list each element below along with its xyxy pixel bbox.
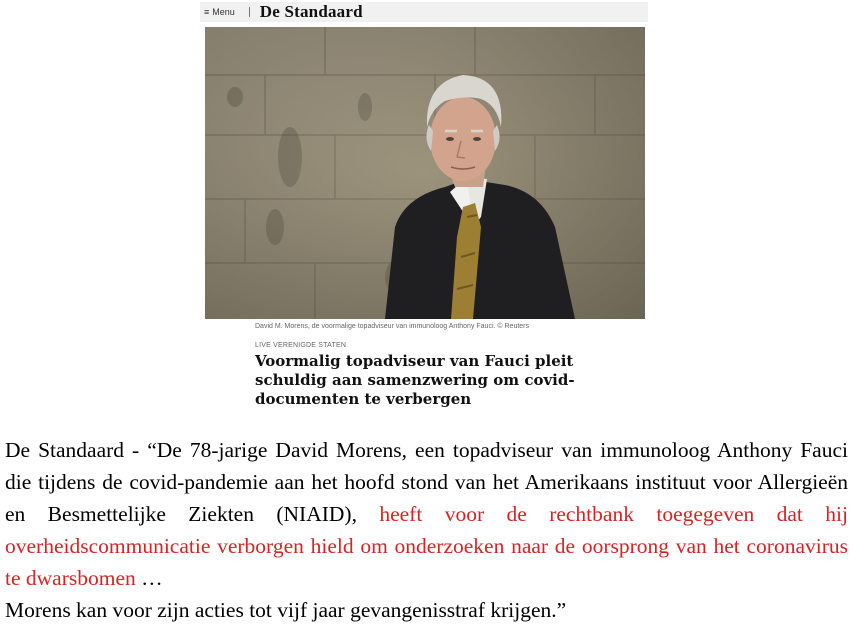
masthead	[200, 2, 648, 22]
quote-highlight: heeft voor de rechtbank toegegeven dat hij overheidscommunicatie verborgen hield om onderzoeken naar de oorsprong van het coronavirus te dwarsbomen	[5, 502, 848, 590]
article-headline[interactable]	[255, 352, 575, 409]
headline-line: Voormalig topadviseur van Fauci pleit	[255, 352, 574, 370]
headline-line: documenten te verbergen	[255, 390, 472, 408]
menu-label: Menu	[212, 7, 235, 17]
menu-icon: ≡	[204, 7, 210, 17]
quote-last-line: Morens kan voor zijn acties tot vijf jaar gevangenisstraf krijgen.”	[5, 598, 567, 622]
quote-paragraph	[5, 434, 848, 594]
quote-ellipsis: …	[135, 566, 163, 590]
masthead-divider	[249, 7, 250, 17]
section-label: LIVE VERENIGDE STATEN	[255, 342, 347, 349]
menu-button[interactable]	[204, 7, 235, 17]
photo-caption: David M. Morens, de voormalige topadviseur van immunoloog Anthony Fauci. © Reuters	[255, 323, 530, 330]
portrait-illustration	[205, 27, 645, 319]
site-logo[interactable]: De Standaard	[259, 2, 363, 21]
quote-text: De Standaard - “De 78-jarige David Morens, een topadviseur van immunoloog Anthony Fauci die tijdens de covid-pandemie aan het hoofd stond van het Amerikaans instituut voor Allergieën en Besmettelijke Ziekten (NIAID),	[5, 438, 848, 526]
article-photo	[205, 27, 645, 319]
headline-line: schuldig aan samenzwering om covid-	[255, 371, 575, 389]
